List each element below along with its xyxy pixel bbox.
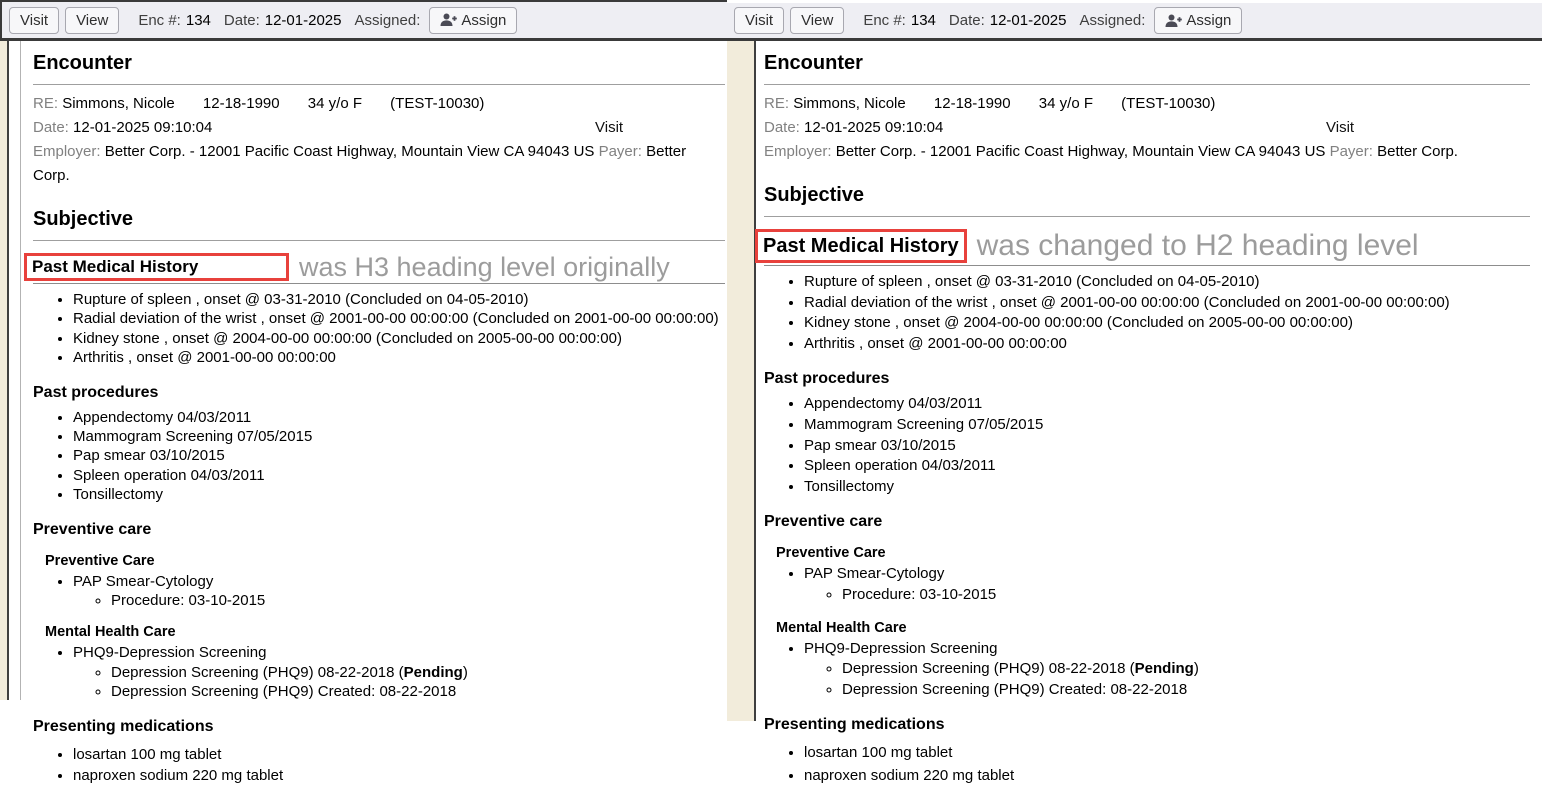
toolbar-date-label: Date: (948, 12, 985, 29)
divider (764, 216, 1530, 217)
encounter-panel (0, 0, 727, 785)
sub-list (804, 585, 1530, 606)
past-medical-history-list (33, 290, 725, 368)
toolbar (0, 0, 727, 41)
enc-number-value: 134 (910, 12, 936, 29)
encounter-title: Encounter (33, 52, 132, 74)
list-item: • Kidney stone , onset @ 2004-00-00 00:00:00 (Concluded on 2005-00-00 00:00:00) (804, 313, 1530, 334)
subsection-heading: Mental Health Care (45, 624, 176, 641)
list-item: • Mammogram Screening 07/05/2015 (73, 427, 725, 446)
toolbar-date-value: 12-01-2025 (989, 12, 1067, 29)
highlight-box (24, 253, 289, 281)
encounter-card (754, 41, 1542, 784)
list-item: • Appendectomy 04/03/2011 (804, 394, 1530, 415)
list-item: • PAP Smear-Cytology ◦ Procedure: 03-10-2015 (73, 572, 725, 611)
person-plus-icon (440, 13, 457, 27)
view-button[interactable]: View (790, 7, 844, 34)
list-item: • PHQ9-Depression Screening ◦ Depression Screening (PHQ9) 08-22-2018 (Pending) ◦ Depression Screening (PHQ9) Created: 08-22-2018 (804, 639, 1530, 701)
patient-age-sex: 34 y/o F (1038, 95, 1093, 112)
sub-list-item: ◦ Depression Screening (PHQ9) 08-22-2018 (Pending) (842, 659, 1530, 680)
page-margin (727, 41, 754, 721)
past-procedures-list (764, 394, 1530, 497)
list-item: • Arthritis , onset @ 2001-00-00 00:00:00 (73, 348, 725, 367)
past-medical-history-list (764, 272, 1530, 354)
payer-value: Better Corp. (33, 143, 687, 184)
page-margin (0, 41, 7, 700)
employer-value: Better Corp. - 12001 Pacific Coast Highway, Mountain View CA 94043 US (104, 143, 595, 160)
sub-list-item: ◦ Procedure: 03-10-2015 (111, 591, 725, 610)
subsection-list (33, 572, 725, 611)
divider (764, 84, 1530, 85)
encounter-title: Encounter (764, 52, 863, 74)
subsection-list (33, 643, 725, 701)
sub-list-item: ◦ Procedure: 03-10-2015 (842, 585, 1530, 606)
date-line (764, 116, 1530, 140)
assigned-label: Assigned: (354, 11, 421, 29)
assign-button-label: Assign (461, 11, 507, 29)
list-item: • Pap smear 03/10/2015 (804, 436, 1530, 457)
panel-body (727, 41, 1542, 784)
re-label: RE: (33, 95, 59, 112)
past-medical-history-heading: Past Medical History (32, 257, 199, 276)
employer-label: Employer: (764, 143, 832, 160)
past-procedures-heading: Past procedures (33, 383, 159, 401)
toolbar (727, 3, 1542, 41)
preventive-care-heading: Preventive care (33, 520, 152, 538)
past-medical-history-heading: Past Medical History (763, 235, 959, 257)
patient-line (764, 92, 1530, 116)
employer-label: Employer: (33, 143, 101, 160)
toolbar-date-label: Date: (223, 11, 260, 29)
date-line (33, 116, 725, 140)
patient-name: Simmons, Nicole (793, 95, 906, 112)
payer-label: Payer: (598, 143, 642, 160)
encounter-document (9, 41, 727, 786)
past-medical-history-row (33, 253, 725, 284)
presenting-medications-list (33, 745, 725, 786)
toolbar-date-value: 12-01-2025 (264, 11, 342, 29)
subsection-heading: Preventive Care (776, 545, 886, 562)
list-item: • Radial deviation of the wrist , onset @ 2001-00-00 00:00:00 (Concluded on 2001-00-00 00:00:00) (804, 293, 1530, 314)
list-item: • Arthritis , onset @ 2001-00-00 00:00:00 (804, 334, 1530, 355)
visit-button[interactable]: Visit (734, 7, 784, 34)
list-item: • Radial deviation of the wrist , onset @ 2001-00-00 00:00:00 (Concluded on 2001-00-00 00:00:00) (73, 309, 725, 328)
employer-line (764, 140, 1530, 164)
list-item: • Tonsillectomy (804, 477, 1530, 498)
preventive-care-subsections (33, 553, 725, 702)
annotation-text: was H3 heading level originally (299, 251, 670, 282)
employer-line (33, 140, 725, 188)
enc-number-value: 134 (185, 11, 211, 29)
subsection-list (764, 564, 1530, 605)
person-plus-icon (1165, 14, 1182, 28)
patient-dob: 12-18-1990 (202, 95, 280, 112)
list-item: • Appendectomy 04/03/2011 (73, 408, 725, 427)
list-item: • naproxen sodium 220 mg tablet (73, 766, 725, 785)
subjective-title: Subjective (764, 184, 865, 206)
assign-button[interactable] (429, 7, 517, 34)
visit-link[interactable]: Visit (1326, 119, 1355, 136)
sub-list (73, 663, 725, 702)
visit-link[interactable]: Visit (595, 119, 624, 136)
payer-label: Payer: (1329, 143, 1373, 160)
date-label: Date: (33, 119, 69, 136)
patient-dob: 12-18-1990 (933, 95, 1011, 112)
view-button[interactable]: View (65, 7, 119, 34)
list-item: • Spleen operation 04/03/2011 (73, 466, 725, 485)
assigned-label: Assigned: (1079, 12, 1146, 29)
assign-button[interactable] (1154, 7, 1242, 34)
list-item: • losartan 100 mg tablet (804, 743, 1530, 764)
list-item: • Rupture of spleen , onset @ 03-31-2010 (Concluded on 04-05-2010) (804, 272, 1530, 293)
patient-test-id: (TEST-10030) (390, 95, 485, 112)
presenting-medications-heading: Presenting medications (764, 716, 945, 734)
list-item: • Kidney stone , onset @ 2004-00-00 00:00:00 (Concluded on 2005-00-00 00:00:00) (73, 329, 725, 348)
patient-test-id: (TEST-10030) (1121, 95, 1216, 112)
employer-value: Better Corp. - 12001 Pacific Coast Highway, Mountain View CA 94043 US (835, 143, 1326, 160)
subsection-heading: Preventive Care (45, 552, 155, 569)
encounter-panel (727, 0, 1542, 784)
re-label: RE: (764, 95, 790, 112)
sub-list-item: ◦ Depression Screening (PHQ9) Created: 08-22-2018 (111, 682, 725, 701)
list-item: • Pap smear 03/10/2015 (73, 446, 725, 465)
sub-list (804, 659, 1530, 700)
patient-info (33, 92, 725, 188)
past-medical-history-row (764, 229, 1530, 266)
encounter-datetime: 12-01-2025 09:10:04 (73, 119, 213, 136)
encounter-card (7, 41, 727, 785)
sub-list (73, 591, 725, 610)
subsection-list (764, 639, 1530, 701)
subjective-title: Subjective (33, 208, 134, 230)
list-item: • Rupture of spleen , onset @ 03-31-2010 (Concluded on 04-05-2010) (73, 290, 725, 309)
payer-value: Better Corp. (1377, 143, 1458, 160)
divider (33, 240, 725, 241)
patient-info (764, 92, 1530, 164)
date-label: Date: (764, 119, 800, 136)
list-item: • PHQ9-Depression Screening ◦ Depression Screening (PHQ9) 08-22-2018 (Pending) ◦ Depression Screening (PHQ9) Created: 08-22-2018 (73, 643, 725, 701)
list-item: • losartan 100 mg tablet (73, 745, 725, 764)
list-item: • Spleen operation 04/03/2011 (804, 456, 1530, 477)
preventive-care-heading: Preventive care (764, 513, 883, 531)
panel-body (0, 41, 727, 785)
divider (33, 84, 725, 85)
past-procedures-heading: Past procedures (764, 370, 890, 388)
patient-line (33, 92, 725, 116)
visit-button[interactable]: Visit (9, 7, 59, 34)
assign-button-label: Assign (1186, 12, 1232, 29)
patient-age-sex: 34 y/o F (307, 95, 362, 112)
list-item: • Tonsillectomy (73, 485, 725, 504)
enc-number-label: Enc #: (138, 11, 181, 29)
annotation-text: was changed to H2 heading level (976, 229, 1419, 262)
subsection-heading: Mental Health Care (776, 619, 907, 636)
patient-name: Simmons, Nicole (62, 95, 175, 112)
presenting-medications-heading: Presenting medications (33, 717, 214, 735)
sub-list-item: ◦ Depression Screening (PHQ9) Created: 08-22-2018 (842, 680, 1530, 701)
preventive-care-subsections (764, 545, 1530, 700)
past-procedures-list (33, 408, 725, 505)
list-item: • PAP Smear-Cytology ◦ Procedure: 03-10-2015 (804, 564, 1530, 605)
highlight-box (755, 229, 967, 263)
encounter-datetime: 12-01-2025 09:10:04 (804, 119, 944, 136)
list-item: • naproxen sodium 220 mg tablet (804, 766, 1530, 787)
encounter-document (756, 41, 1542, 787)
sub-list-item: ◦ Depression Screening (PHQ9) 08-22-2018 (Pending) (111, 663, 725, 682)
enc-number-label: Enc #: (863, 12, 906, 29)
list-item: • Mammogram Screening 07/05/2015 (804, 415, 1530, 436)
presenting-medications-list (764, 743, 1530, 786)
